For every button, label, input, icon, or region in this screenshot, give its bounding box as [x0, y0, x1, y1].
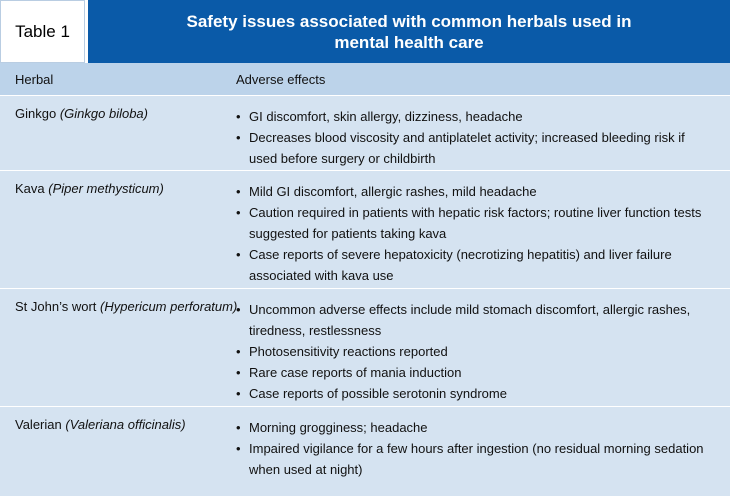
effect-item: • Uncommon adverse effects include mild stomach discomfort, allergic rashes, tiredness, restlessness	[236, 299, 706, 341]
effects-list	[236, 299, 706, 404]
table-title: Safety issues associated with common herbals used in mental health care	[186, 11, 632, 52]
table-row	[0, 406, 730, 496]
column-header-row	[0, 63, 730, 95]
effect-item: • Morning grogginess; headache	[236, 417, 706, 438]
herb-common-name: St John’s wort	[15, 299, 97, 314]
table-body	[0, 95, 730, 496]
herb-common-name: Valerian	[15, 417, 62, 432]
herb-latin-name: (Ginkgo biloba)	[59, 106, 148, 121]
table-header	[0, 0, 730, 63]
herb-common-name: Kava	[15, 181, 45, 196]
column-header-herbal: Herbal	[15, 72, 54, 87]
effect-item: • Rare case reports of mania induction	[236, 362, 706, 383]
table-row	[0, 95, 730, 170]
table-row	[0, 170, 730, 288]
effects-list	[236, 106, 706, 169]
table-label-text: Table 1	[15, 21, 70, 41]
herb-name	[15, 299, 237, 314]
herb-latin-name: (Hypericum perforatum)	[100, 299, 238, 314]
effect-item: • Caution required in patients with hepatic risk factors; routine liver function tests suggested for patients taking kava	[236, 202, 706, 244]
herb-name	[15, 181, 164, 196]
herb-name	[15, 417, 186, 432]
effect-item: • Photosensitivity reactions reported	[236, 341, 706, 362]
herb-common-name: Ginkgo	[15, 106, 57, 121]
effects-list	[236, 181, 706, 286]
effect-item: • Impaired vigilance for a few hours after ingestion (no residual morning sedation when used at night)	[236, 438, 706, 480]
title-banner	[88, 0, 730, 63]
column-header-effects: Adverse effects	[236, 72, 326, 87]
effect-item: • Case reports of severe hepatoxicity (necrotizing hepatitis) and liver failure associated with kava use	[236, 244, 706, 286]
herb-latin-name: (Piper methysticum)	[48, 181, 164, 196]
effect-item: • Case reports of possible serotonin syndrome	[236, 383, 706, 404]
table-label	[0, 0, 85, 63]
effect-item: • Mild GI discomfort, allergic rashes, mild headache	[236, 181, 706, 202]
table-row	[0, 288, 730, 406]
effects-list	[236, 417, 706, 480]
effect-item: • GI discomfort, skin allergy, dizziness, headache	[236, 106, 706, 127]
herb-name	[15, 106, 148, 121]
effect-item: • Decreases blood viscosity and antiplatelet activity; increased bleeding risk if used before surgery or childbirth	[236, 127, 706, 169]
herb-latin-name: (Valeriana officinalis)	[65, 417, 186, 432]
